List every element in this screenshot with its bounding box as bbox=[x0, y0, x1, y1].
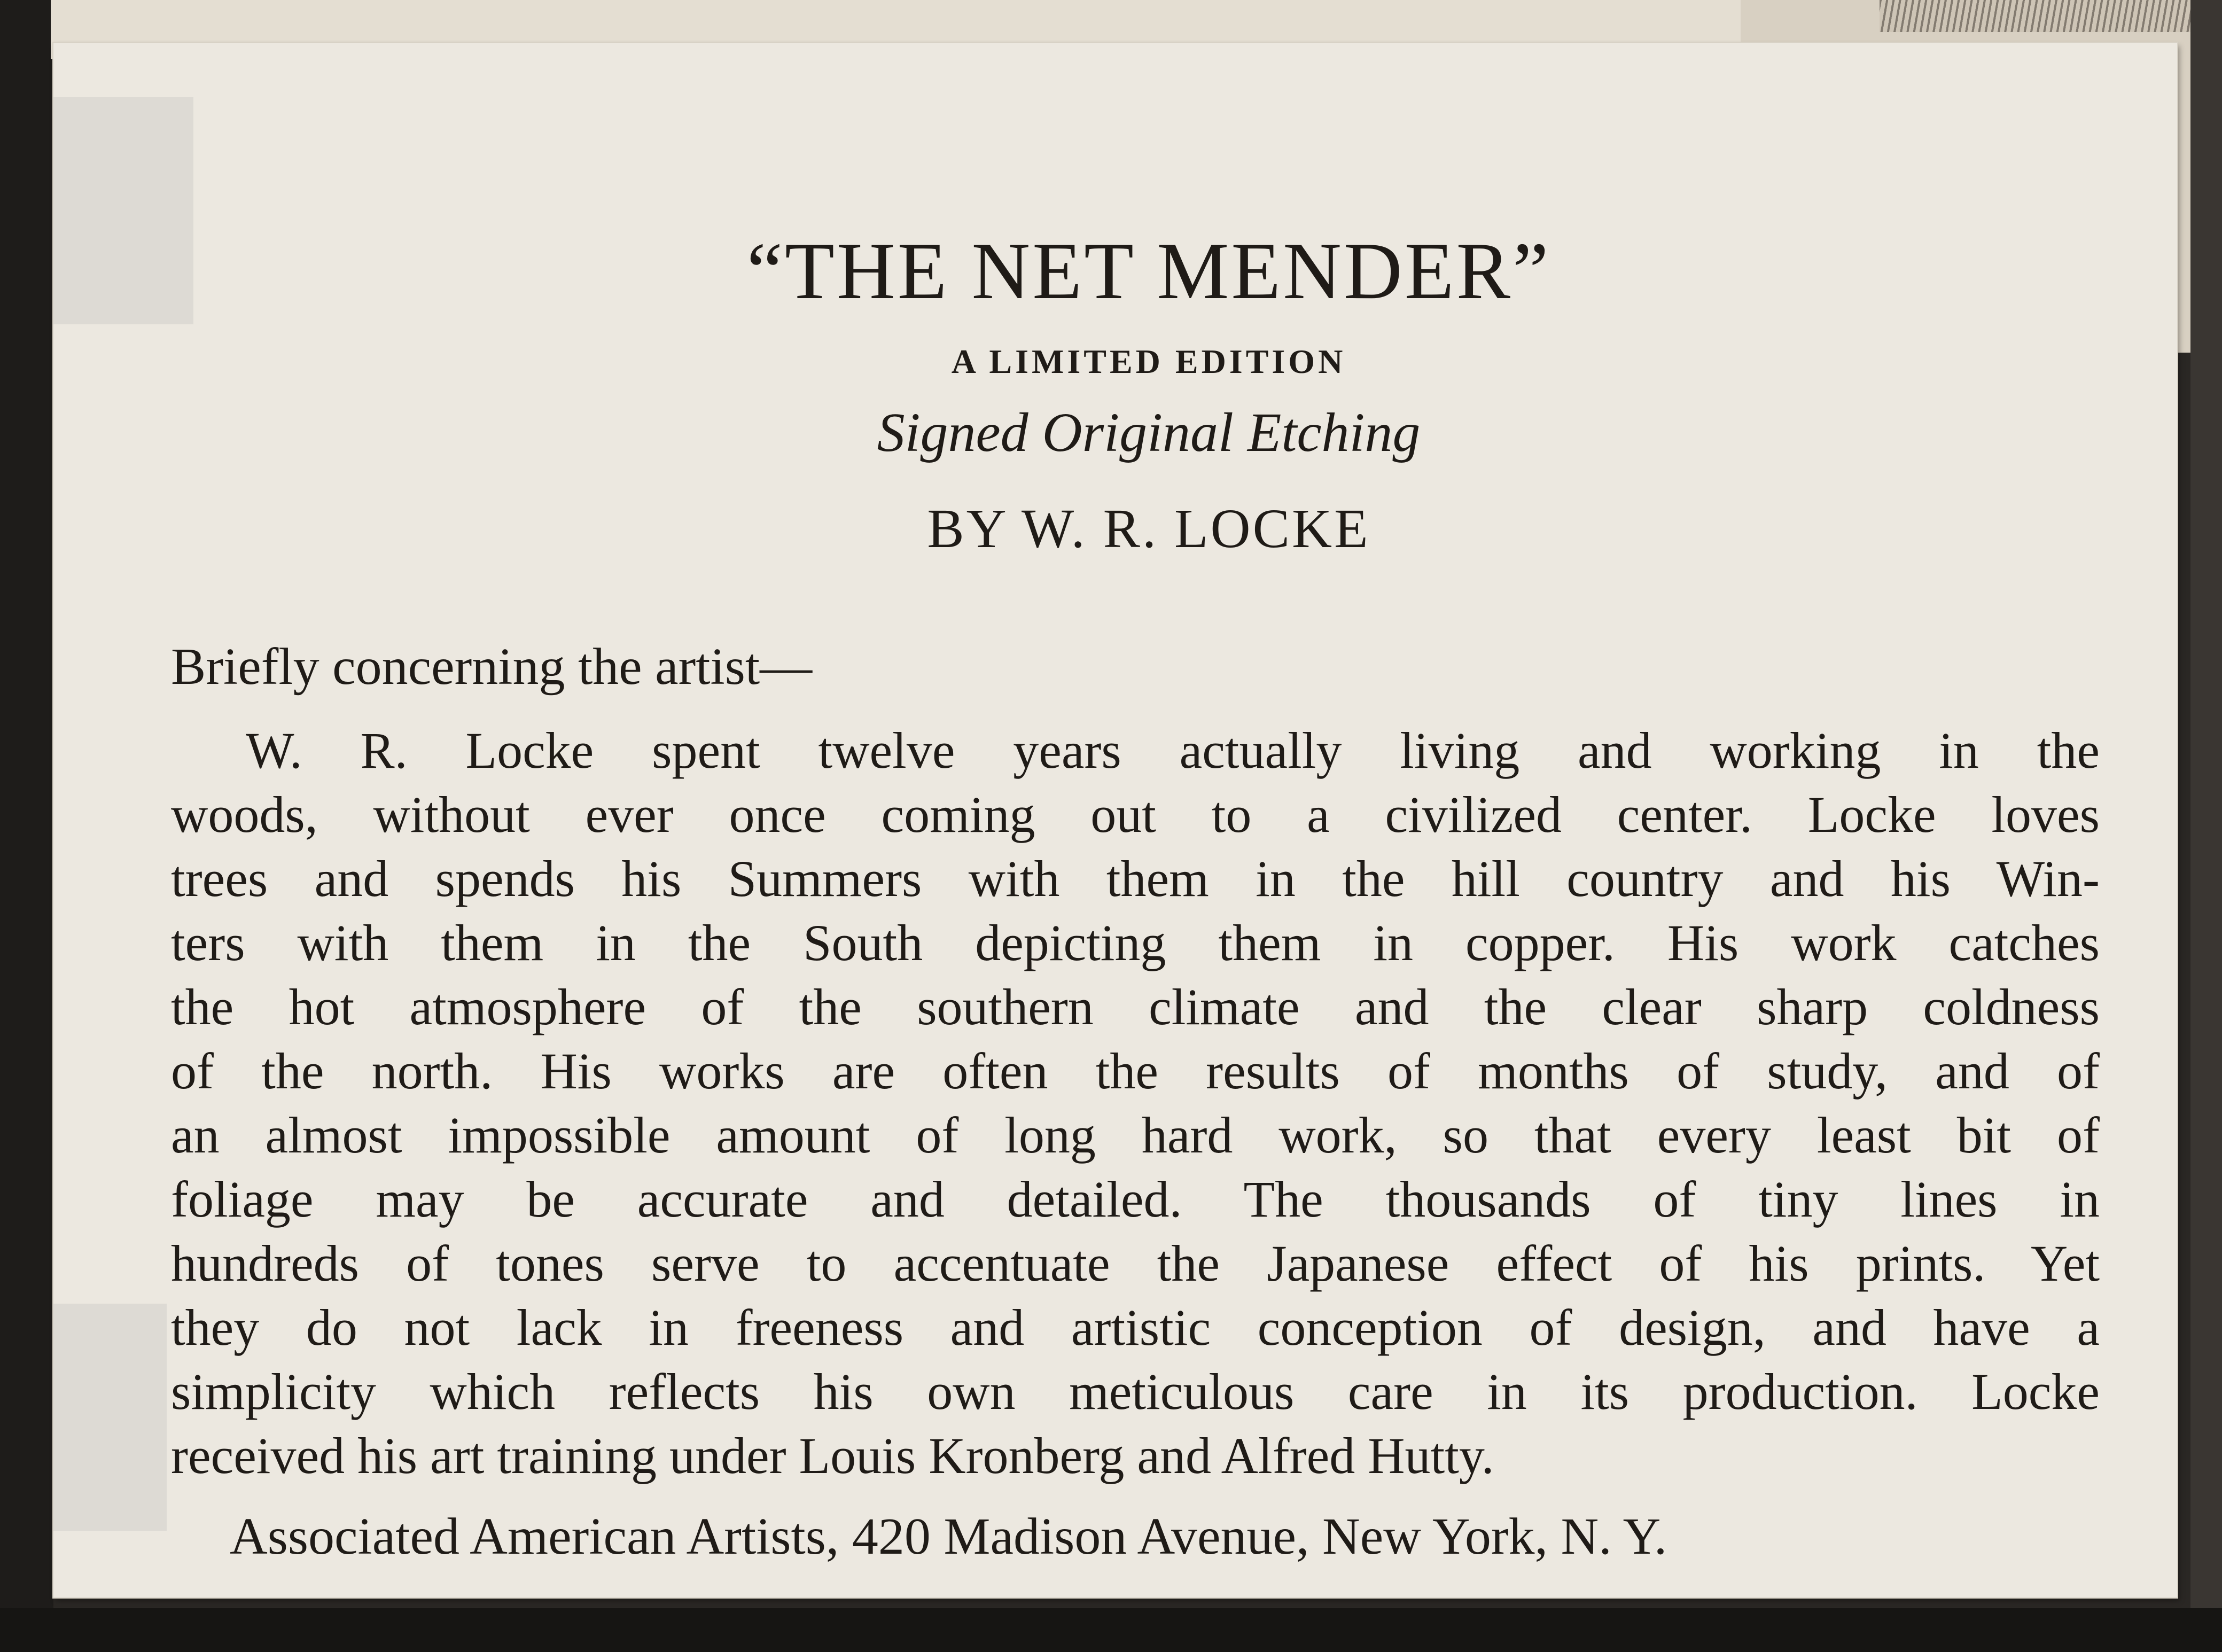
edition-label: A LIMITED EDITION bbox=[951, 342, 1346, 380]
body-line: received his art training under Louis Kronberg and Alfred Hutty. bbox=[171, 1427, 1494, 1484]
document-card bbox=[53, 43, 2177, 1598]
tape-strip-bottom bbox=[53, 1304, 167, 1531]
body-line: trees and spends his Summers with them in the hill country and his Win- bbox=[171, 850, 2100, 907]
section-heading: Briefly concerning the artist— bbox=[171, 638, 813, 696]
subtitle: Signed Original Etching bbox=[877, 402, 1421, 463]
body-line: the hot atmosphere of the southern climate and the clear sharp coldness bbox=[171, 978, 2100, 1035]
body-line: W. R. Locke spent twelve years actually living and working in the bbox=[246, 722, 2100, 779]
byline: BY W. R. LOCKE bbox=[927, 498, 1370, 559]
body-paragraph bbox=[171, 719, 2100, 1488]
backdrop-left bbox=[0, 0, 53, 1652]
body-line: foliage may be accurate and detailed. The thousands of tiny lines in bbox=[171, 1171, 2100, 1228]
body-line: woods, without ever once coming out to a civilized center. Locke loves bbox=[171, 786, 2100, 843]
backdrop-bottom bbox=[0, 1608, 2222, 1652]
etching-texture bbox=[1880, 0, 2211, 32]
publisher-address: Associated American Artists, 420 Madison Avenue, New York, N. Y. bbox=[230, 1508, 1667, 1565]
body-line: hundreds of tones serve to accentuate the Japanese effect of his prints. Yet bbox=[171, 1235, 2100, 1292]
body-line: an almost impossible amount of long hard work, so that every least bit of bbox=[171, 1106, 2100, 1164]
body-line: simplicity which reflects his own meticulous care in its production. Locke bbox=[171, 1363, 2100, 1420]
document-title: “THE NET MENDER” bbox=[746, 226, 1551, 316]
body-line: they do not lack in freeness and artistic conception of design, and have a bbox=[171, 1299, 2100, 1356]
body-line: of the north. His works are often the results of months of study, and of bbox=[171, 1042, 2100, 1100]
body-line: ters with them in the South depicting them in copper. His work catches bbox=[171, 914, 2100, 971]
